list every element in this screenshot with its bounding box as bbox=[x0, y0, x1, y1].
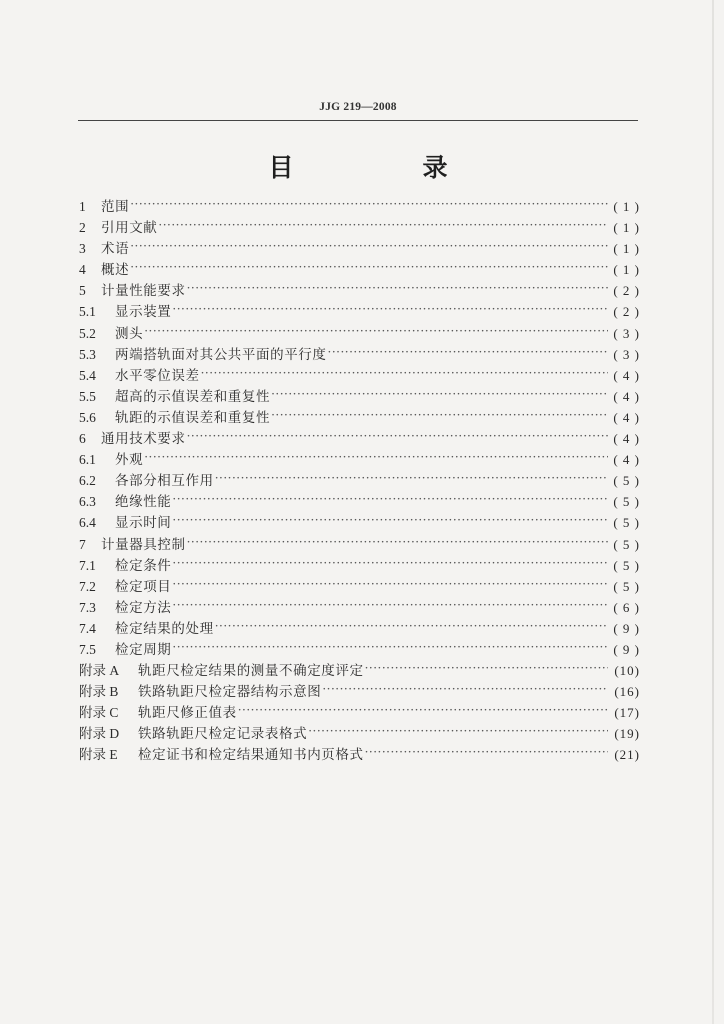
toc-leader-dots bbox=[271, 405, 608, 426]
toc-entry-label: 绝缘性能 bbox=[115, 494, 172, 511]
toc-entry-label: 外观 bbox=[115, 452, 144, 469]
toc-entry-label: 超高的示值误差和重复性 bbox=[115, 388, 271, 405]
toc-entry-page: ( 4 ) bbox=[613, 388, 640, 404]
toc-entry-page: (17) bbox=[614, 705, 640, 721]
toc-entry-number: 5.6 bbox=[79, 409, 96, 425]
toc-entry-page: ( 1 ) bbox=[613, 220, 640, 236]
toc-entry-label: 概述 bbox=[101, 262, 130, 279]
toc-entry-label: 各部分相互作用 bbox=[115, 473, 214, 490]
toc-entry-number: 5.2 bbox=[79, 325, 96, 341]
toc-entry-page: ( 1 ) bbox=[613, 262, 640, 278]
toc-entry-number: 5.5 bbox=[79, 388, 96, 404]
toc-entry-page: ( 5 ) bbox=[613, 557, 640, 573]
toc-entry[interactable] bbox=[79, 555, 640, 576]
toc-entry-number: 7.4 bbox=[79, 620, 96, 636]
toc-entry-label: 轨距尺修正值表 bbox=[138, 705, 237, 722]
toc-entry-page: ( 2 ) bbox=[613, 304, 640, 320]
toc-entry[interactable] bbox=[79, 639, 640, 660]
toc-entry-number: 6.2 bbox=[79, 473, 96, 489]
toc-entry[interactable] bbox=[79, 259, 640, 280]
toc-entry[interactable] bbox=[79, 344, 640, 365]
toc-entry-page: ( 4 ) bbox=[613, 431, 640, 447]
toc-entry-number: 5.4 bbox=[79, 367, 96, 383]
toc-entry-page: (21) bbox=[614, 747, 640, 763]
toc-entry-page: (16) bbox=[614, 684, 640, 700]
toc-leader-dots bbox=[130, 236, 608, 257]
toc-entry-page: ( 9 ) bbox=[613, 641, 640, 657]
toc-entry[interactable] bbox=[79, 428, 640, 449]
toc-entry-label: 检定条件 bbox=[115, 557, 172, 574]
toc-entry-page: ( 3 ) bbox=[613, 325, 640, 341]
toc-entry-number: 6.3 bbox=[79, 494, 96, 510]
toc-leader-dots bbox=[215, 616, 608, 637]
toc-entry[interactable] bbox=[79, 407, 640, 428]
toc-leader-dots bbox=[130, 257, 608, 278]
toc-leader-dots bbox=[130, 194, 608, 215]
toc-entry[interactable] bbox=[79, 702, 640, 723]
toc-leader-dots bbox=[172, 637, 608, 658]
toc-entry-page: ( 5 ) bbox=[613, 536, 640, 552]
toc-entry[interactable] bbox=[79, 386, 640, 407]
toc-entry-number: 5 bbox=[79, 283, 86, 299]
toc-entry-page: (19) bbox=[614, 726, 640, 742]
toc-leader-dots bbox=[201, 363, 608, 384]
toc-entry-number: 6.1 bbox=[79, 452, 96, 468]
toc-entry-page: ( 5 ) bbox=[613, 494, 640, 510]
toc-entry-number: 7 bbox=[79, 536, 86, 552]
toc-entry[interactable] bbox=[79, 512, 640, 533]
toc-entry-page: ( 5 ) bbox=[613, 515, 640, 531]
toc-entry[interactable] bbox=[79, 365, 640, 386]
toc-entry-number: 6 bbox=[79, 431, 86, 447]
toc-entry-number: 附录 E bbox=[79, 747, 118, 763]
toc-entry-number: 附录 A bbox=[79, 663, 120, 679]
toc-entry-label: 计量器具控制 bbox=[101, 536, 186, 553]
toc-entry-label: 检定证书和检定结果通知书内页格式 bbox=[138, 747, 364, 764]
toc-leader-dots bbox=[172, 553, 608, 574]
toc-entry-number: 5.1 bbox=[79, 304, 96, 320]
toc-entry[interactable] bbox=[79, 323, 640, 344]
toc-entry-number: 7.1 bbox=[79, 557, 96, 573]
toc-leader-dots bbox=[172, 574, 608, 595]
toc-leader-dots bbox=[322, 679, 608, 700]
toc-entry-number: 2 bbox=[79, 220, 86, 236]
toc-leader-dots bbox=[328, 342, 609, 363]
toc-leader-dots bbox=[365, 658, 608, 679]
toc-entry-label: 轨距尺检定结果的测量不确定度评定 bbox=[138, 663, 364, 680]
toc-title: 目 录 bbox=[268, 153, 500, 182]
toc-leader-dots bbox=[144, 447, 608, 468]
toc-entry-number: 6.4 bbox=[79, 515, 96, 531]
toc-entry[interactable] bbox=[79, 723, 640, 744]
toc-leader-dots bbox=[172, 299, 608, 320]
toc-entry[interactable] bbox=[79, 534, 640, 555]
toc-entry[interactable] bbox=[79, 280, 640, 301]
page-edge-shadow bbox=[712, 0, 714, 1024]
toc-entry-label: 引用文献 bbox=[101, 220, 158, 237]
toc-entry-label: 检定方法 bbox=[115, 599, 172, 616]
toc-entry-page: ( 4 ) bbox=[613, 452, 640, 468]
toc-entry-label: 术语 bbox=[101, 241, 130, 258]
toc-entry-label: 检定周期 bbox=[115, 641, 172, 658]
toc-entry-page: ( 5 ) bbox=[613, 578, 640, 594]
toc-entry-number: 附录 B bbox=[79, 684, 119, 700]
toc-leader-dots bbox=[172, 489, 608, 510]
toc-entry-label: 显示时间 bbox=[115, 515, 172, 532]
toc-entry-number: 3 bbox=[79, 241, 86, 257]
toc-entry-number: 4 bbox=[79, 262, 86, 278]
toc-entry[interactable] bbox=[79, 660, 640, 681]
toc-entry-number: 7.2 bbox=[79, 578, 96, 594]
toc-entry-page: (10) bbox=[614, 663, 640, 679]
toc-entry-page: ( 5 ) bbox=[613, 473, 640, 489]
toc-entry[interactable] bbox=[79, 217, 640, 238]
toc-entry-page: ( 3 ) bbox=[613, 346, 640, 362]
header-rule bbox=[78, 120, 638, 121]
toc-entry-number: 7.5 bbox=[79, 641, 96, 657]
toc-entry[interactable] bbox=[79, 196, 640, 217]
toc-leader-dots bbox=[365, 742, 608, 763]
toc-entry-page: ( 4 ) bbox=[613, 367, 640, 383]
toc-entry[interactable] bbox=[79, 597, 640, 618]
toc-entry-page: ( 4 ) bbox=[613, 409, 640, 425]
toc-entry-page: ( 6 ) bbox=[613, 599, 640, 615]
toc-entry-label: 轨距的示值误差和重复性 bbox=[115, 409, 271, 426]
toc-entry-number: 7.3 bbox=[79, 599, 96, 615]
toc-entry[interactable] bbox=[79, 576, 640, 597]
toc-entry-number: 1 bbox=[79, 199, 86, 214]
toc-entry[interactable] bbox=[79, 301, 640, 322]
toc-entry-label: 铁路轨距尺检定记录表格式 bbox=[138, 726, 308, 743]
toc-leader-dots bbox=[187, 278, 608, 299]
table-of-contents bbox=[79, 196, 640, 766]
toc-entry-page: ( 1 ) bbox=[613, 199, 640, 214]
toc-leader-dots bbox=[144, 321, 608, 342]
toc-leader-dots bbox=[172, 595, 608, 616]
toc-entry[interactable] bbox=[79, 618, 640, 639]
toc-leader-dots bbox=[215, 468, 608, 489]
toc-entry[interactable] bbox=[79, 681, 640, 702]
toc-leader-dots bbox=[158, 215, 608, 236]
toc-entry-number: 附录 D bbox=[79, 726, 120, 742]
toc-entry[interactable] bbox=[79, 470, 640, 491]
toc-leader-dots bbox=[271, 384, 608, 405]
toc-entry-label: 铁路轨距尺检定器结构示意图 bbox=[138, 684, 322, 701]
toc-entry-label: 两端搭轨面对其公共平面的平行度 bbox=[115, 346, 327, 363]
toc-entry-label: 检定项目 bbox=[115, 578, 172, 595]
toc-entry-label: 计量性能要求 bbox=[101, 283, 186, 300]
toc-entry[interactable] bbox=[79, 449, 640, 470]
page-header-standard-code: JJG 219—2008 bbox=[319, 101, 397, 113]
toc-entry[interactable] bbox=[79, 491, 640, 512]
toc-entry-page: ( 2 ) bbox=[613, 283, 640, 299]
toc-entry-page: ( 9 ) bbox=[613, 620, 640, 636]
toc-entry-page: ( 1 ) bbox=[613, 241, 640, 257]
toc-entry-label: 检定结果的处理 bbox=[115, 620, 214, 637]
toc-entry[interactable] bbox=[79, 238, 640, 259]
toc-leader-dots bbox=[172, 510, 608, 531]
toc-entry-label: 显示装置 bbox=[115, 304, 172, 321]
toc-entry-number: 附录 C bbox=[79, 705, 119, 721]
toc-leader-dots bbox=[187, 532, 608, 553]
toc-entry-number: 5.3 bbox=[79, 346, 96, 362]
toc-leader-dots bbox=[238, 700, 608, 721]
toc-leader-dots bbox=[187, 426, 608, 447]
toc-entry-label: 水平零位误差 bbox=[115, 367, 200, 384]
toc-entry-label: 范围 bbox=[101, 199, 130, 215]
toc-entry[interactable] bbox=[79, 744, 640, 765]
toc-entry-label: 通用技术要求 bbox=[101, 431, 186, 448]
toc-leader-dots bbox=[308, 721, 608, 742]
toc-entry-label: 测头 bbox=[115, 325, 144, 342]
